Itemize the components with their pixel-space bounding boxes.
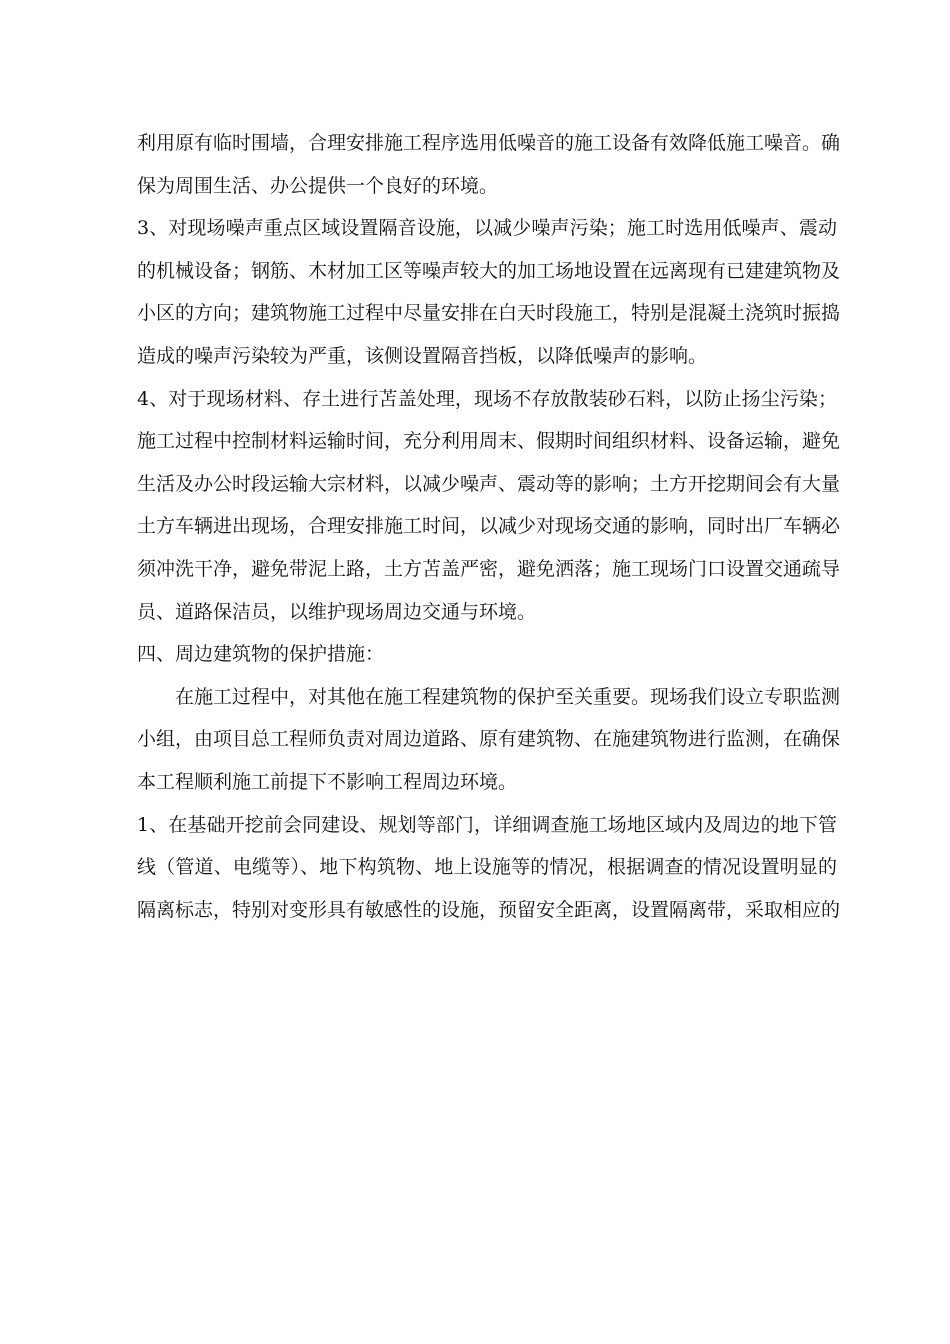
text-line: 的机械设备；钢筋、木材加工区等噪声较大的加工场地设置在远离现有已建建筑物及 — [137, 259, 841, 282]
text-line: 小组，由项目总工程师负责对周边道路、原有建筑物、在施建筑物进行监测，在确保 — [137, 728, 841, 751]
text-line: 在施工过程中，对其他在施工程建筑物的保护至关重要。现场我们设立专职监测 — [175, 685, 841, 708]
document-body — [137, 122, 841, 931]
text-line: 1、在基础开挖前会同建设、规划等部门，详细调查施工场地区域内及周边的地下管 — [137, 813, 837, 836]
text-line: 须冲洗干净，避免带泥上路，土方苫盖严密，避免洒落；施工现场门口设置交通疏导 — [137, 557, 841, 580]
text-line: 造成的噪声污染较为严重，该侧设置隔音挡板，以降低噪声的影响。 — [137, 344, 708, 367]
text-line: 4、对于现场材料、存土进行苫盖处理，现场不存放散装砂石料，以防止扬尘污染； — [137, 387, 837, 410]
text-line: 保为周围生活、办公提供一个良好的环境。 — [137, 174, 499, 197]
text-line: 生活及办公时段运输大宗材料，以减少噪声、震动等的影响；土方开挖期间会有大量 — [137, 472, 841, 495]
text-line: 员、道路保洁员，以维护现场周边交通与环境。 — [137, 600, 537, 623]
text-line: 本工程顺利施工前提下不影响工程周边环境。 — [137, 770, 518, 793]
text-line: 利用原有临时围墙，合理安排施工程序选用低噪音的施工设备有效降低施工噪音。确 — [137, 132, 841, 154]
text-line: 3、对现场噪声重点区域设置隔音设施，以减少噪声污染；施工时选用低噪声、震动 — [137, 217, 837, 240]
section-heading: 四、周边建筑物的保护措施： — [137, 643, 385, 666]
text-line: 小区的方向；建筑物施工过程中尽量安排在白天时段施工，特别是混凝土浇筑时振捣 — [137, 302, 841, 325]
text-line: 施工过程中控制材料运输时间，充分利用周末、假期时间组织材料、设备运输，避免 — [137, 430, 841, 453]
text-line: 土方车辆进出现场，合理安排施工时间，以减少对现场交通的影响，同时出厂车辆必 — [137, 515, 841, 538]
text-line: 线（管道、电缆等）、地下构筑物、地上设施等的情况，根据调查的情况设置明显的 — [137, 856, 837, 879]
text-line: 隔离标志，特别对变形具有敏感性的设施，预留安全距离，设置隔离带，采取相应的 — [137, 898, 841, 921]
